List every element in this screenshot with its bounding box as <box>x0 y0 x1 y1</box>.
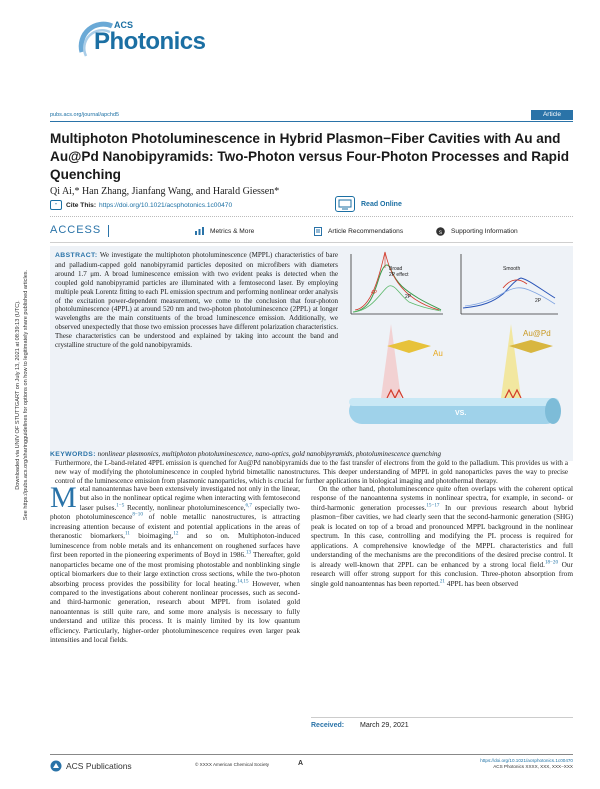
spectrum-au <box>351 252 443 314</box>
download-notice <box>2 230 42 560</box>
download-notice-text <box>14 270 30 520</box>
toc-aupd-label: Au@Pd <box>523 329 551 338</box>
spectrum-aupd <box>461 254 558 314</box>
laser-beams <box>381 324 521 398</box>
ref-link[interactable]: 1−5 <box>116 502 125 509</box>
body-column-right: On the other hand, photoluminescence quite often overlaps with the coherent optical response of the nanoantenna systems in nonlinear spectra, for example, in second- or third-harmonic generation processes.$^{15-17}$ In our previous research about hybrid plasmon−fiber cavities, we had clearly seen that the second-harmonic generation (SHG) peak is located on top of a broad and pronounced MPPL background in the nonlinear spectrum. In this case, controlling and modifying the PL process is required for applications. A comprehensive knowledge of the MPPL characteristics and full understanding of the mechanisms are the preconditions of the desired precise control. It is already well-known that 2PPL can be enhanced by a strong local field.$^{18-20}$ Our research will offer strong support for this conclusion. Three-photon absorption from single gold nanoantennas has been reported.$^{21}$ 4PPL has been observed <box>311 484 573 588</box>
ref-link[interactable]: 13 <box>245 549 252 556</box>
article-type-badge: Article <box>531 110 573 120</box>
publisher-logo[interactable] <box>50 760 132 772</box>
toc-au-label: Au <box>433 349 443 358</box>
ref-link[interactable]: 21 <box>439 578 445 585</box>
recommendations-link[interactable] <box>314 227 403 236</box>
info-icon <box>436 227 445 236</box>
document-icon <box>314 227 322 236</box>
logo-wordmark: Photonics <box>94 28 206 55</box>
svg-text:s: s <box>439 230 442 236</box>
download-notice-line2: See https://pubs.acs.org/sharingguidelines for options on how to legitimately share published articles. <box>23 269 29 521</box>
page-number: A <box>298 760 304 767</box>
abstract-body: We investigate the multiphoton photoluminescence (MPPL) characteristics of bare and palladium-capped gold nanobipyramid particles deposited on microfibers with diameters around 1.7 μm. A broad luminescence emission with two evident peaks is detected when the coupled gold nanobipyramid particles are illuminated with a femtosecond laser. By employing multiple peak Lorentz fitting to each PL emission spectrum and performing nonlinear order analysis of the excitation power-dependent measurement, we come to the conclusion that four-photon photoluminescence (4PPL) at around 520 nm and two-photon photoluminescence (2PPL) at longer wavelengths are the main constituents of the broad luminescence emission. Additionally, we observed unexpectedly that those two emission processes have different polarization characteristics. These characteristics can be understood and explained by taking into account the band and crystalline structure of the gold nanobipyramids. <box>55 251 338 350</box>
journal-url[interactable]: pubs.acs.org/journal/apchd5 <box>50 112 120 118</box>
received-value: March 29, 2021 <box>360 722 409 729</box>
received-date <box>311 722 409 729</box>
keywords <box>50 450 573 459</box>
article-title: Multiphoton Photoluminescence in Hybrid Plasmon−Fiber Cavities with Au and Au@Pd Nanobipyramids: Two-Photon versus Four-Photon Processes and Rapid Quenching <box>50 131 570 182</box>
toc-vs-label: VS. <box>455 410 467 417</box>
copyright: © XXXX American Chemical Society <box>195 762 270 767</box>
abstract-label: ABSTRACT: <box>55 252 98 259</box>
download-notice-line1: Downloaded via UNIV OF STUTTGART on July 13, 2021 at 08:39:13 (UTC). <box>15 300 21 490</box>
journal-logo[interactable] <box>64 18 206 68</box>
footer-citation <box>440 758 573 770</box>
access-divider <box>108 225 109 237</box>
toc-2p-label-right: 2P <box>535 298 542 304</box>
cite-this <box>50 200 232 210</box>
logo-acs-text: ACS <box>114 20 134 30</box>
author-list: Qi Ai,* Han Zhang, Jianfang Wang, and Harald Giessen* <box>50 186 280 197</box>
acs-publications-icon <box>50 760 62 772</box>
cite-icon <box>50 200 62 210</box>
read-online-button[interactable] <box>335 196 402 212</box>
divider-dotted <box>50 216 573 217</box>
toc-smooth-label: Smooth <box>503 266 521 272</box>
toc-4p-label: 4P <box>371 290 378 296</box>
publisher-name: ACS Publications <box>66 761 132 771</box>
ref-link[interactable]: 12 <box>173 530 179 537</box>
read-online-label: Read Online <box>361 200 402 208</box>
metrics-label: Metrics & More <box>210 227 255 235</box>
keywords-text: nonlinear plasmonics, multiphoton photoluminescence, nano-optics, gold nanobipyramids, photoluminescence quenching <box>97 450 441 458</box>
drop-cap: M <box>50 481 77 514</box>
abstract-panel <box>50 246 573 485</box>
ref-link[interactable]: 14,15 <box>237 578 249 585</box>
body-column-left: Metal nanoantennas have been extensively investigated not only in the linear, but also in the nonlinear optical regime when interacting with femtosecond laser pulses.$^{1-5}$ Recently, nonlinear photoluminescence,$^{6,7}$ especially two-photon photoluminescence$^{8-10}$ of noble metallic nanostructures, is attracting increasing attention because of existent and potential applications in the areas of theranostic biomarkers,$^{11}$ bioimaging,$^{12}$ and so on. Multiphoton-induced luminescence from noble metals and its enhancement on roughened surfaces have first been reported in the pioneering experiments of Boyd in 1986.13 Thereafter, gold nanoparticles became one of the most promising photostable and nonblinking single optical biomarkers due to their large extinction cross sections, while the two-photon absorbing process provides the possibility for local heating.$^{14,15}$ However, when compared to the investigations about coherent nonlinear processes, such as second- and third-harmonic generation, research about MPPL from isolated gold nanoantennas is still quite rare, and some more analysis is necessary to fully understand and utilize this process. It is mainly limited by its low quantum efficiency. Particularly, higher-order photoluminescence requires even larger peak intensities and local fields. <box>50 481 300 645</box>
footer-doi-link[interactable]: https://doi.org/10.1021/acsphotonics.1c00470 <box>480 758 573 763</box>
recommendations-label: Article Recommendations <box>328 228 404 235</box>
supporting-info-link[interactable] <box>436 227 518 236</box>
bar-chart-icon <box>195 227 204 235</box>
received-label: Received: <box>311 722 345 729</box>
microfiber <box>349 398 561 424</box>
toc-peak-label: 2P effect <box>389 272 409 278</box>
nanobipyramid-particles <box>387 329 553 358</box>
toc-graphic <box>343 248 568 458</box>
supporting-info-label: Supporting Information <box>451 228 518 235</box>
ref-link[interactable]: 18−20 <box>544 559 559 566</box>
toc-broad-label: Broad <box>389 266 403 272</box>
cite-label: Cite This: <box>66 201 97 209</box>
header-rule <box>50 121 573 122</box>
access-label: ACCESS <box>50 224 102 236</box>
footer-rule <box>50 754 573 755</box>
abstract-continuation: Furthermore, the L-band-related 4PPL emission is quenched for Au@Pd nanobipyramids due to the fast transfer of electrons from the gold to the palladium. This provides us with a new way of modifying the photoluminescence in coupled hybrid bimetallic nanostructures. This deeper understanding of MPPL in gold nanoparticles paves the way to precise control of the luminescence emission from plasmonic nanoparticles, which is crucial for further applications in biological imaging and photothermal therapy. <box>55 459 568 485</box>
cite-doi-link[interactable]: https://doi.org/10.1021/acsphotonics.1c00470 <box>99 201 233 209</box>
footer-journal-ref: ACS Photonics XXXX, XXX, XXX−XXX <box>493 764 573 769</box>
ref-link[interactable]: 6,7 <box>245 502 252 509</box>
toc-2p-label-left: 2P <box>405 294 412 300</box>
received-divider <box>311 717 573 718</box>
svg-text:”: ” <box>55 203 57 210</box>
abstract-text <box>55 251 338 350</box>
keywords-label: KEYWORDS: <box>50 451 96 458</box>
ref-link[interactable]: 11 <box>125 530 130 537</box>
ref-link[interactable]: 15−17 <box>426 502 440 509</box>
metrics-link[interactable] <box>195 227 254 235</box>
read-online-icon <box>335 196 355 212</box>
access-bar <box>50 222 573 243</box>
ref-link[interactable]: 8−10 <box>132 511 143 518</box>
